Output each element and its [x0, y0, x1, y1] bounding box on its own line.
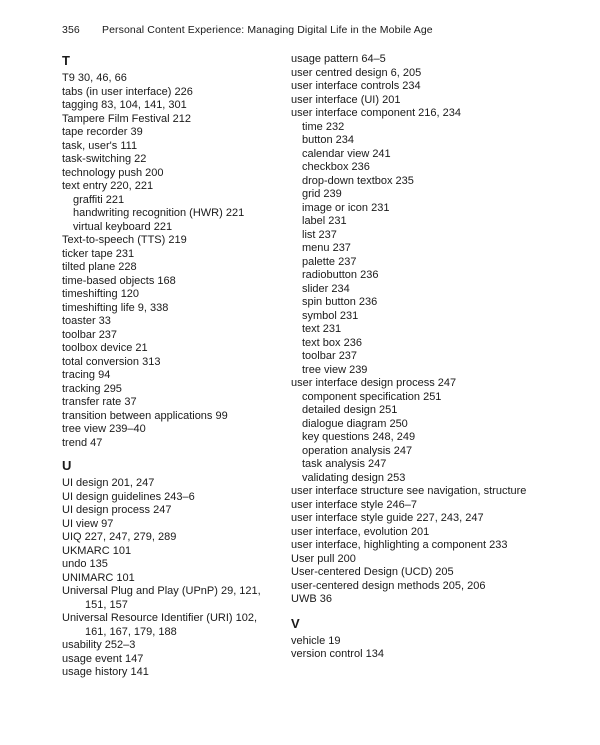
index-entry: technology push 200: [62, 166, 164, 179]
index-entry: user interface, highlighting a component 233: [291, 539, 508, 551]
index-subentry: slider 234: [302, 282, 350, 295]
index-subentry: validating design 253: [302, 471, 406, 484]
index-subentry: symbol 231: [302, 309, 359, 322]
index-entry: T9 30, 46, 66: [62, 72, 127, 84]
index-entry: tracing 94: [62, 369, 111, 381]
index-entry: UI design 201, 247: [62, 477, 155, 489]
index-subentry: menu 237: [302, 242, 351, 254]
index-entry: trend 47: [62, 436, 103, 449]
index-subentry: button 234: [302, 134, 354, 146]
index-subentry: time 232: [302, 120, 345, 133]
index-entry: tracking 295: [62, 382, 122, 395]
index-entry: tabs (in user interface) 226: [62, 85, 193, 98]
index-subentry: tree view 239: [302, 363, 368, 376]
index-entry: user interface, evolution 201: [291, 525, 430, 538]
index-entry: UI view 97: [62, 517, 114, 530]
index-entry: UNIMARC 101: [62, 571, 135, 584]
index-entry: UKMARC 101: [62, 544, 132, 557]
index-entry: user interface controls 234: [291, 80, 421, 92]
index-subentry: drop-down textbox 235: [302, 174, 414, 187]
index-entry: tape recorder 39: [62, 126, 143, 138]
book-title: Personal Content Experience: Managing Digital Life in the Mobile Age: [102, 24, 433, 36]
page-number: 356: [62, 24, 80, 36]
index-entry: Universal Plug and Play (UPnP) 29, 121, 151, 157: [62, 585, 261, 611]
index-entry: toolbar 237: [62, 328, 118, 341]
index-entry: User pull 200: [291, 552, 356, 565]
index-entry: tree view 239–40: [62, 423, 146, 435]
index-entry: transition between applications 99: [62, 409, 228, 422]
index-subentry: label 231: [302, 215, 347, 227]
index-entry: user interface component 216, 234: [291, 107, 462, 119]
index-subentry: virtual keyboard 221: [73, 220, 173, 233]
index-entry: task-switching 22: [62, 153, 147, 165]
index-entry: user interface style 246–7: [291, 498, 417, 511]
index-subentry: text box 236: [302, 336, 362, 349]
index-entry: UIQ 227, 247, 279, 289: [62, 531, 177, 543]
index-entry: user interface (UI) 201: [291, 93, 401, 106]
index-entry: Text-to-speech (TTS) 219: [62, 234, 187, 246]
index-entry: user centred design 6, 205: [291, 66, 422, 79]
index-entry: User-centered Design (UCD) 205: [291, 566, 454, 578]
index-entry: text entry 220, 221: [62, 180, 154, 192]
index-entry: Universal Resource Identifier (URI) 102, 161, 167, 179, 188: [62, 612, 258, 638]
index-subentry: task analysis 247: [302, 458, 387, 470]
index-subentry: palette 237: [302, 255, 357, 268]
index-entry: usability 252–3: [62, 639, 136, 651]
index-subentry: graffiti 221: [73, 193, 125, 206]
index-subentry: radiobutton 236: [302, 269, 379, 281]
index-subentry: toolbar 237: [302, 350, 358, 362]
index-subentry: handwriting recognition (HWR) 221: [73, 207, 245, 219]
index-subentry: text 231: [302, 323, 342, 335]
section-letter-v: V: [291, 615, 300, 631]
index-subentry: calendar view 241: [302, 147, 391, 160]
index-subentry: spin button 236: [302, 296, 378, 308]
index-subentry: detailed design 251: [302, 404, 398, 416]
index-entry: ticker tape 231: [62, 247, 135, 260]
index-entry: user-centered design methods 205, 206: [291, 579, 486, 592]
running-head: [62, 24, 433, 36]
section-letter-t: T: [62, 53, 70, 68]
index-entry: toolbox device 21: [62, 342, 148, 354]
index-entry: usage event 147: [62, 652, 144, 665]
index-subentry: operation analysis 247: [302, 444, 413, 457]
index-column-left: [62, 53, 277, 680]
index-entry: task, user's 111: [62, 139, 138, 152]
index-entry: UI design process 247: [62, 504, 172, 516]
index-subentry: list 237: [302, 228, 337, 241]
index-subentry: key questions 248, 249: [302, 431, 416, 443]
index-entry: UI design guidelines 243–6: [62, 490, 195, 503]
index-entry: time-based objects 168: [62, 274, 176, 287]
index-subentry: dialogue diagram 250: [302, 417, 408, 430]
index-entry: undo 135: [62, 558, 108, 570]
index-entry: tagging 83, 104, 141, 301: [62, 99, 187, 111]
index-subentry: image or icon 231: [302, 201, 390, 214]
index-entry: tilted plane 228: [62, 261, 137, 273]
index-entry: usage history 141: [62, 666, 149, 678]
index-subentry: grid 239: [302, 188, 342, 200]
index-entry: version control 134: [291, 648, 384, 660]
index-subentry: component specification 251: [302, 390, 442, 403]
index-entry: Tampere Film Festival 212: [62, 112, 191, 125]
index-entry: transfer rate 37: [62, 396, 137, 408]
index-column-right: [291, 53, 541, 662]
index-entry: timeshifting life 9, 338: [62, 301, 169, 314]
index-entry: vehicle 19: [291, 634, 341, 647]
index-entry: usage pattern 64–5: [291, 53, 386, 65]
index-entry: total conversion 313: [62, 355, 161, 368]
index-entry: user interface design process 247: [291, 377, 457, 389]
index-entry: timeshifting 120: [62, 288, 140, 300]
index-entry: user interface style guide 227, 243, 247: [291, 512, 484, 524]
index-entry: user interface structure see navigation, structure: [291, 485, 527, 497]
index-subentry: checkbox 236: [302, 161, 370, 173]
index-entry: UWB 36: [291, 593, 332, 605]
index-entry: toaster 33: [62, 315, 111, 327]
section-letter-u: U: [62, 458, 72, 473]
